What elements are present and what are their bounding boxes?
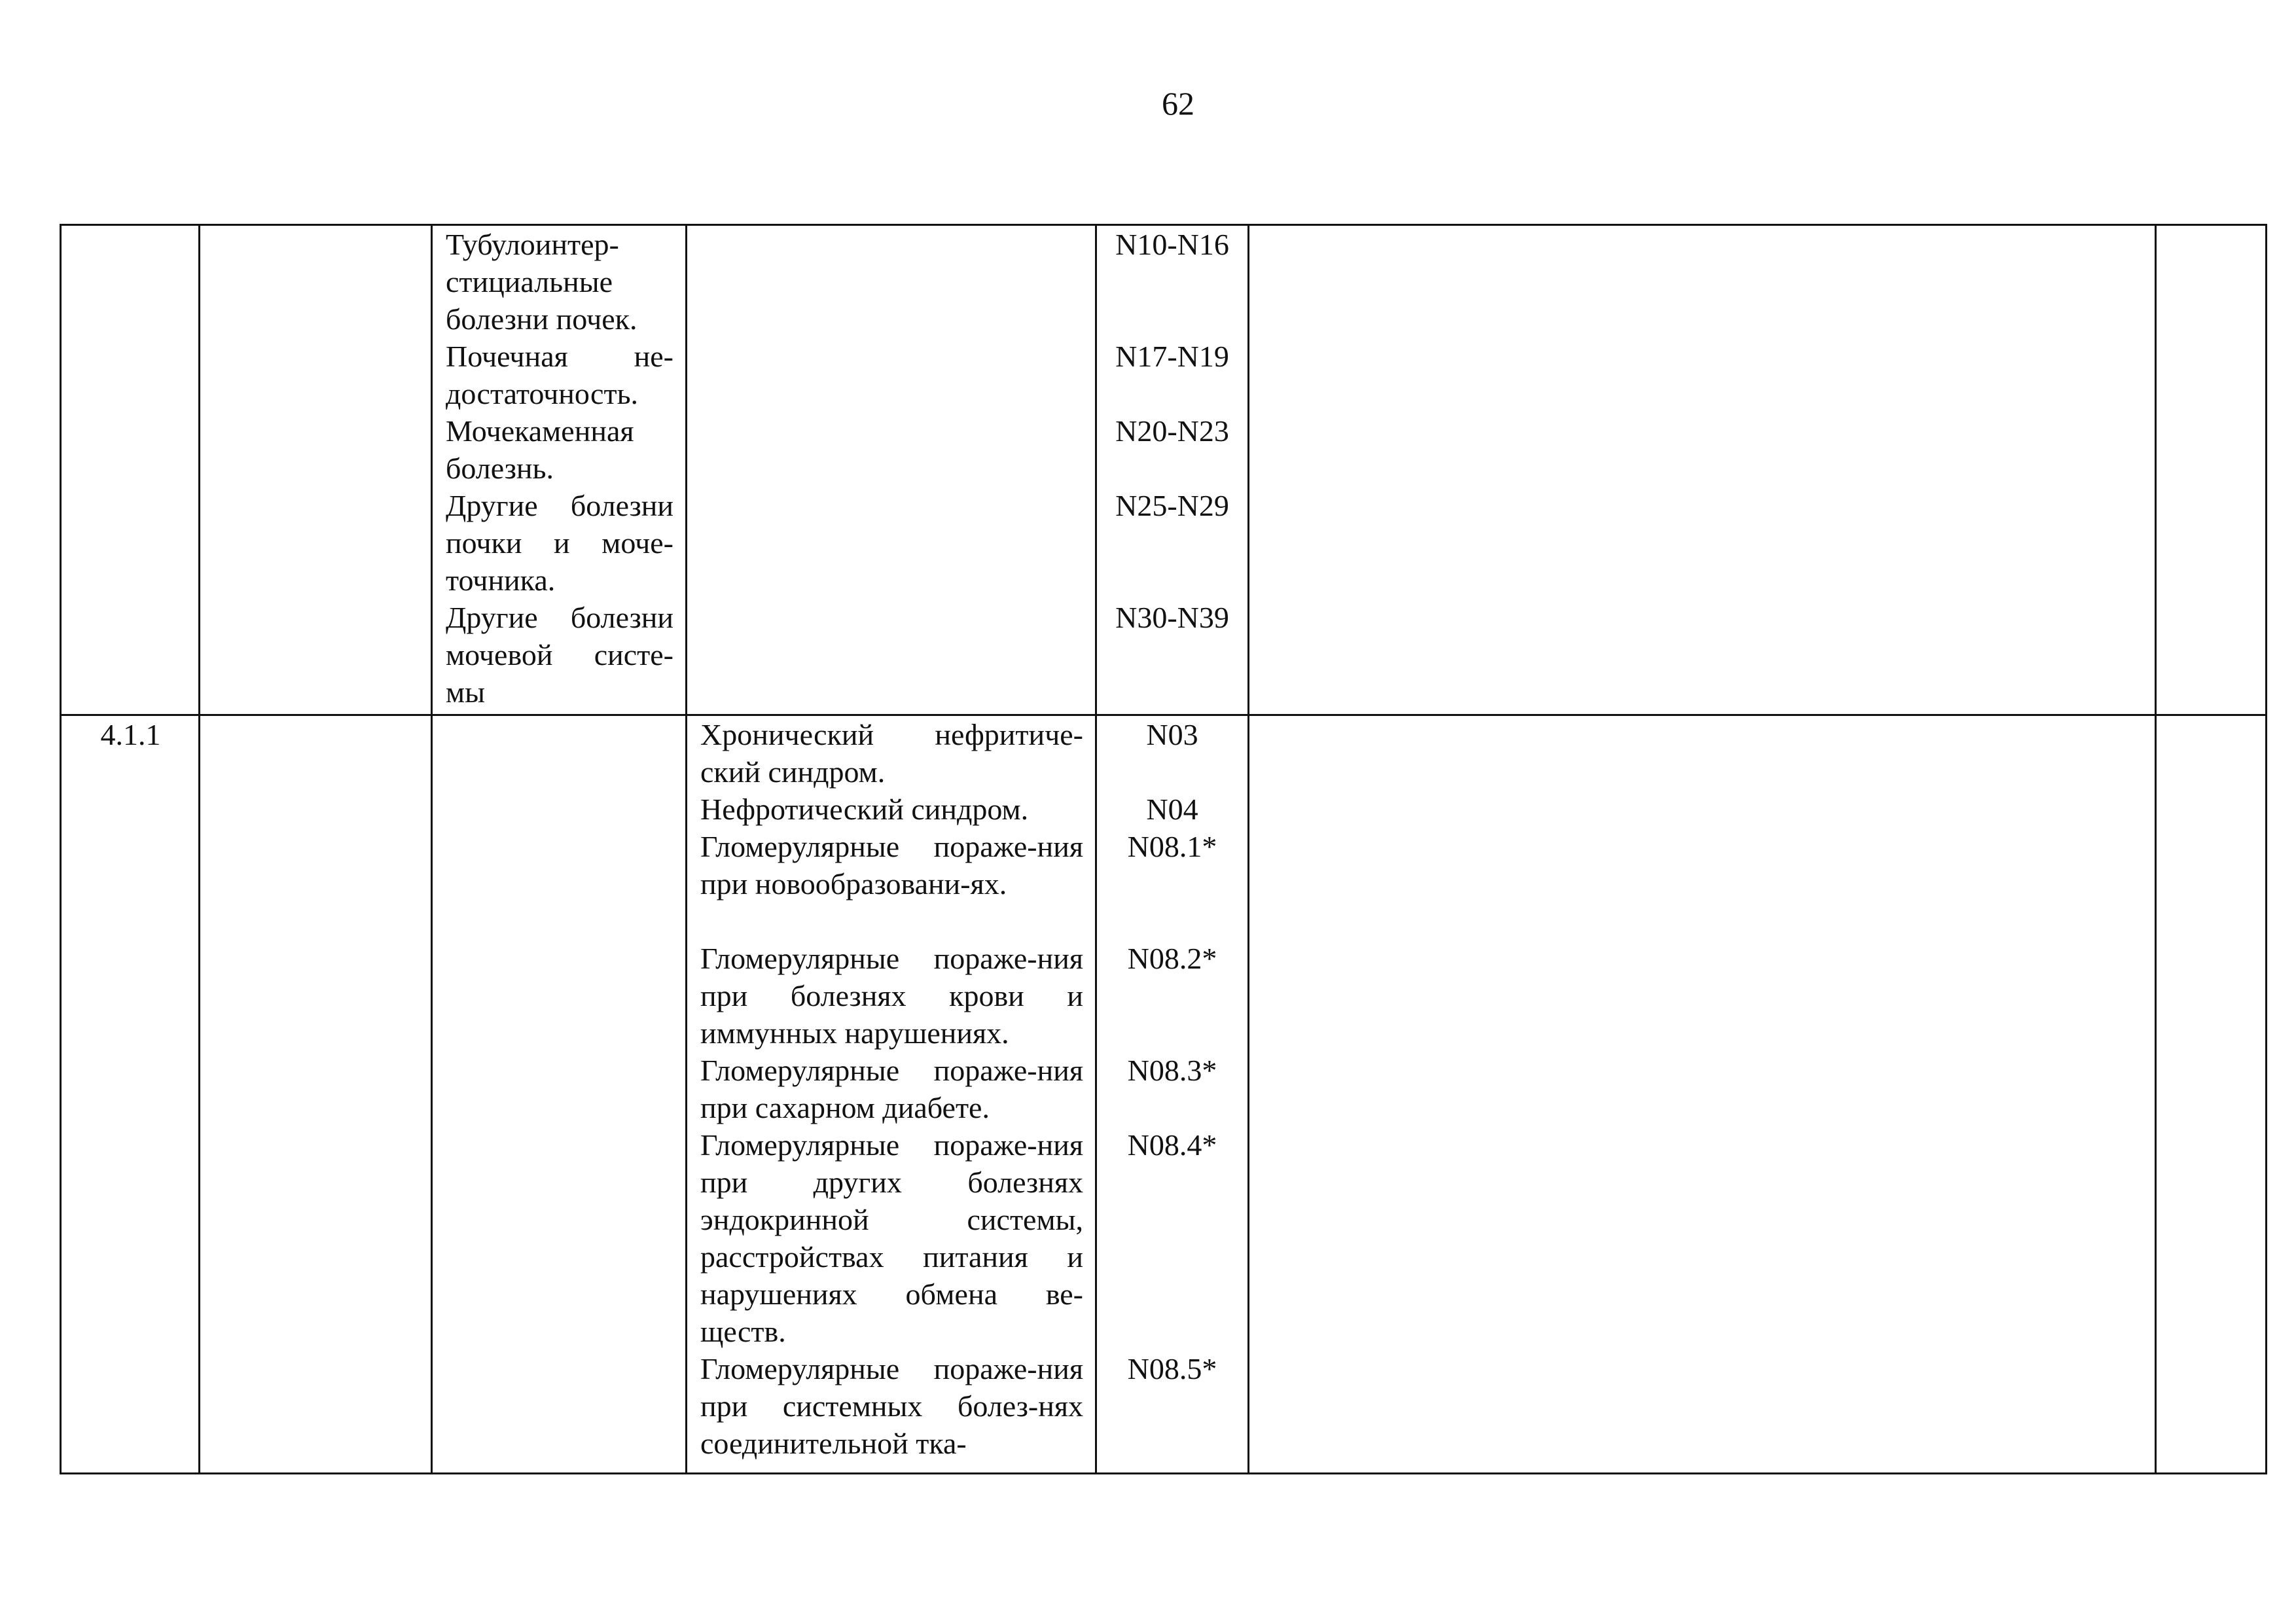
icd-code: N10-N16: [1115, 228, 1229, 261]
condition-item: Гломерулярные пораже-ния при системных болез-нях соединительной тка-: [700, 1352, 1083, 1460]
condition-item: Хронический нефритиче-ский синдром.: [700, 718, 1083, 789]
cell-col2: [200, 715, 432, 1474]
cell-number: [61, 225, 200, 715]
icd-code: N04: [1146, 793, 1198, 826]
icd-code: N20-N23: [1115, 414, 1229, 448]
table-row: [61, 225, 2267, 715]
cell-col6: [1249, 225, 2156, 715]
condition-item: Гломерулярные пораже-ния при болезнях крови и иммунных нарушениях.: [700, 942, 1083, 1050]
cell-codes: [1096, 715, 1249, 1474]
group-item: Тубулоинтер-стициальные болезни почек.: [446, 228, 637, 336]
icd-code: N08.4*: [1127, 1128, 1217, 1162]
icd-code: N03: [1146, 718, 1198, 751]
cell-col7: [2156, 715, 2267, 1474]
group-item: Другие болезни мочевой систе-мы: [446, 601, 673, 709]
group-item: Почечная не-достаточность.: [446, 340, 673, 410]
table-row: [61, 715, 2267, 1474]
icd-code: N25-N29: [1115, 489, 1229, 522]
cell-conditions: [687, 715, 1096, 1474]
cell-col6: [1249, 715, 2156, 1474]
icd-code: N30-N39: [1115, 601, 1229, 634]
cell-number: 4.1.1: [61, 715, 200, 1474]
cell-col2: [200, 225, 432, 715]
group-item: Мочекаменная болезнь.: [446, 414, 634, 485]
icd-code: N17-N19: [1115, 340, 1229, 373]
condition-item: Гломерулярные пораже-ния при других болезнях эндокринной системы, расстройствах питания и нарушениях обмена ве-ществ.: [700, 1128, 1083, 1348]
cell-conditions: [687, 225, 1096, 715]
icd-code: N08.3*: [1127, 1054, 1217, 1087]
group-item: Другие болезни почки и моче-точника.: [446, 489, 673, 597]
icd-code: N08.2*: [1127, 942, 1217, 975]
cell-codes: [1096, 225, 1249, 715]
icd-code: N08.1*: [1127, 830, 1217, 863]
condition-item: Нефротический синдром.: [700, 793, 1029, 826]
cell-col7: [2156, 225, 2267, 715]
disease-table: [60, 224, 2267, 1474]
condition-item: Гломерулярные пораже-ния при новообразовани-ях.: [700, 830, 1083, 901]
icd-code: N08.5*: [1127, 1352, 1217, 1385]
condition-item: Гломерулярные пораже-ния при сахарном диабете.: [700, 1054, 1083, 1124]
page-number: 62: [1162, 85, 1194, 122]
cell-group: [432, 715, 687, 1474]
cell-group: [432, 225, 687, 715]
